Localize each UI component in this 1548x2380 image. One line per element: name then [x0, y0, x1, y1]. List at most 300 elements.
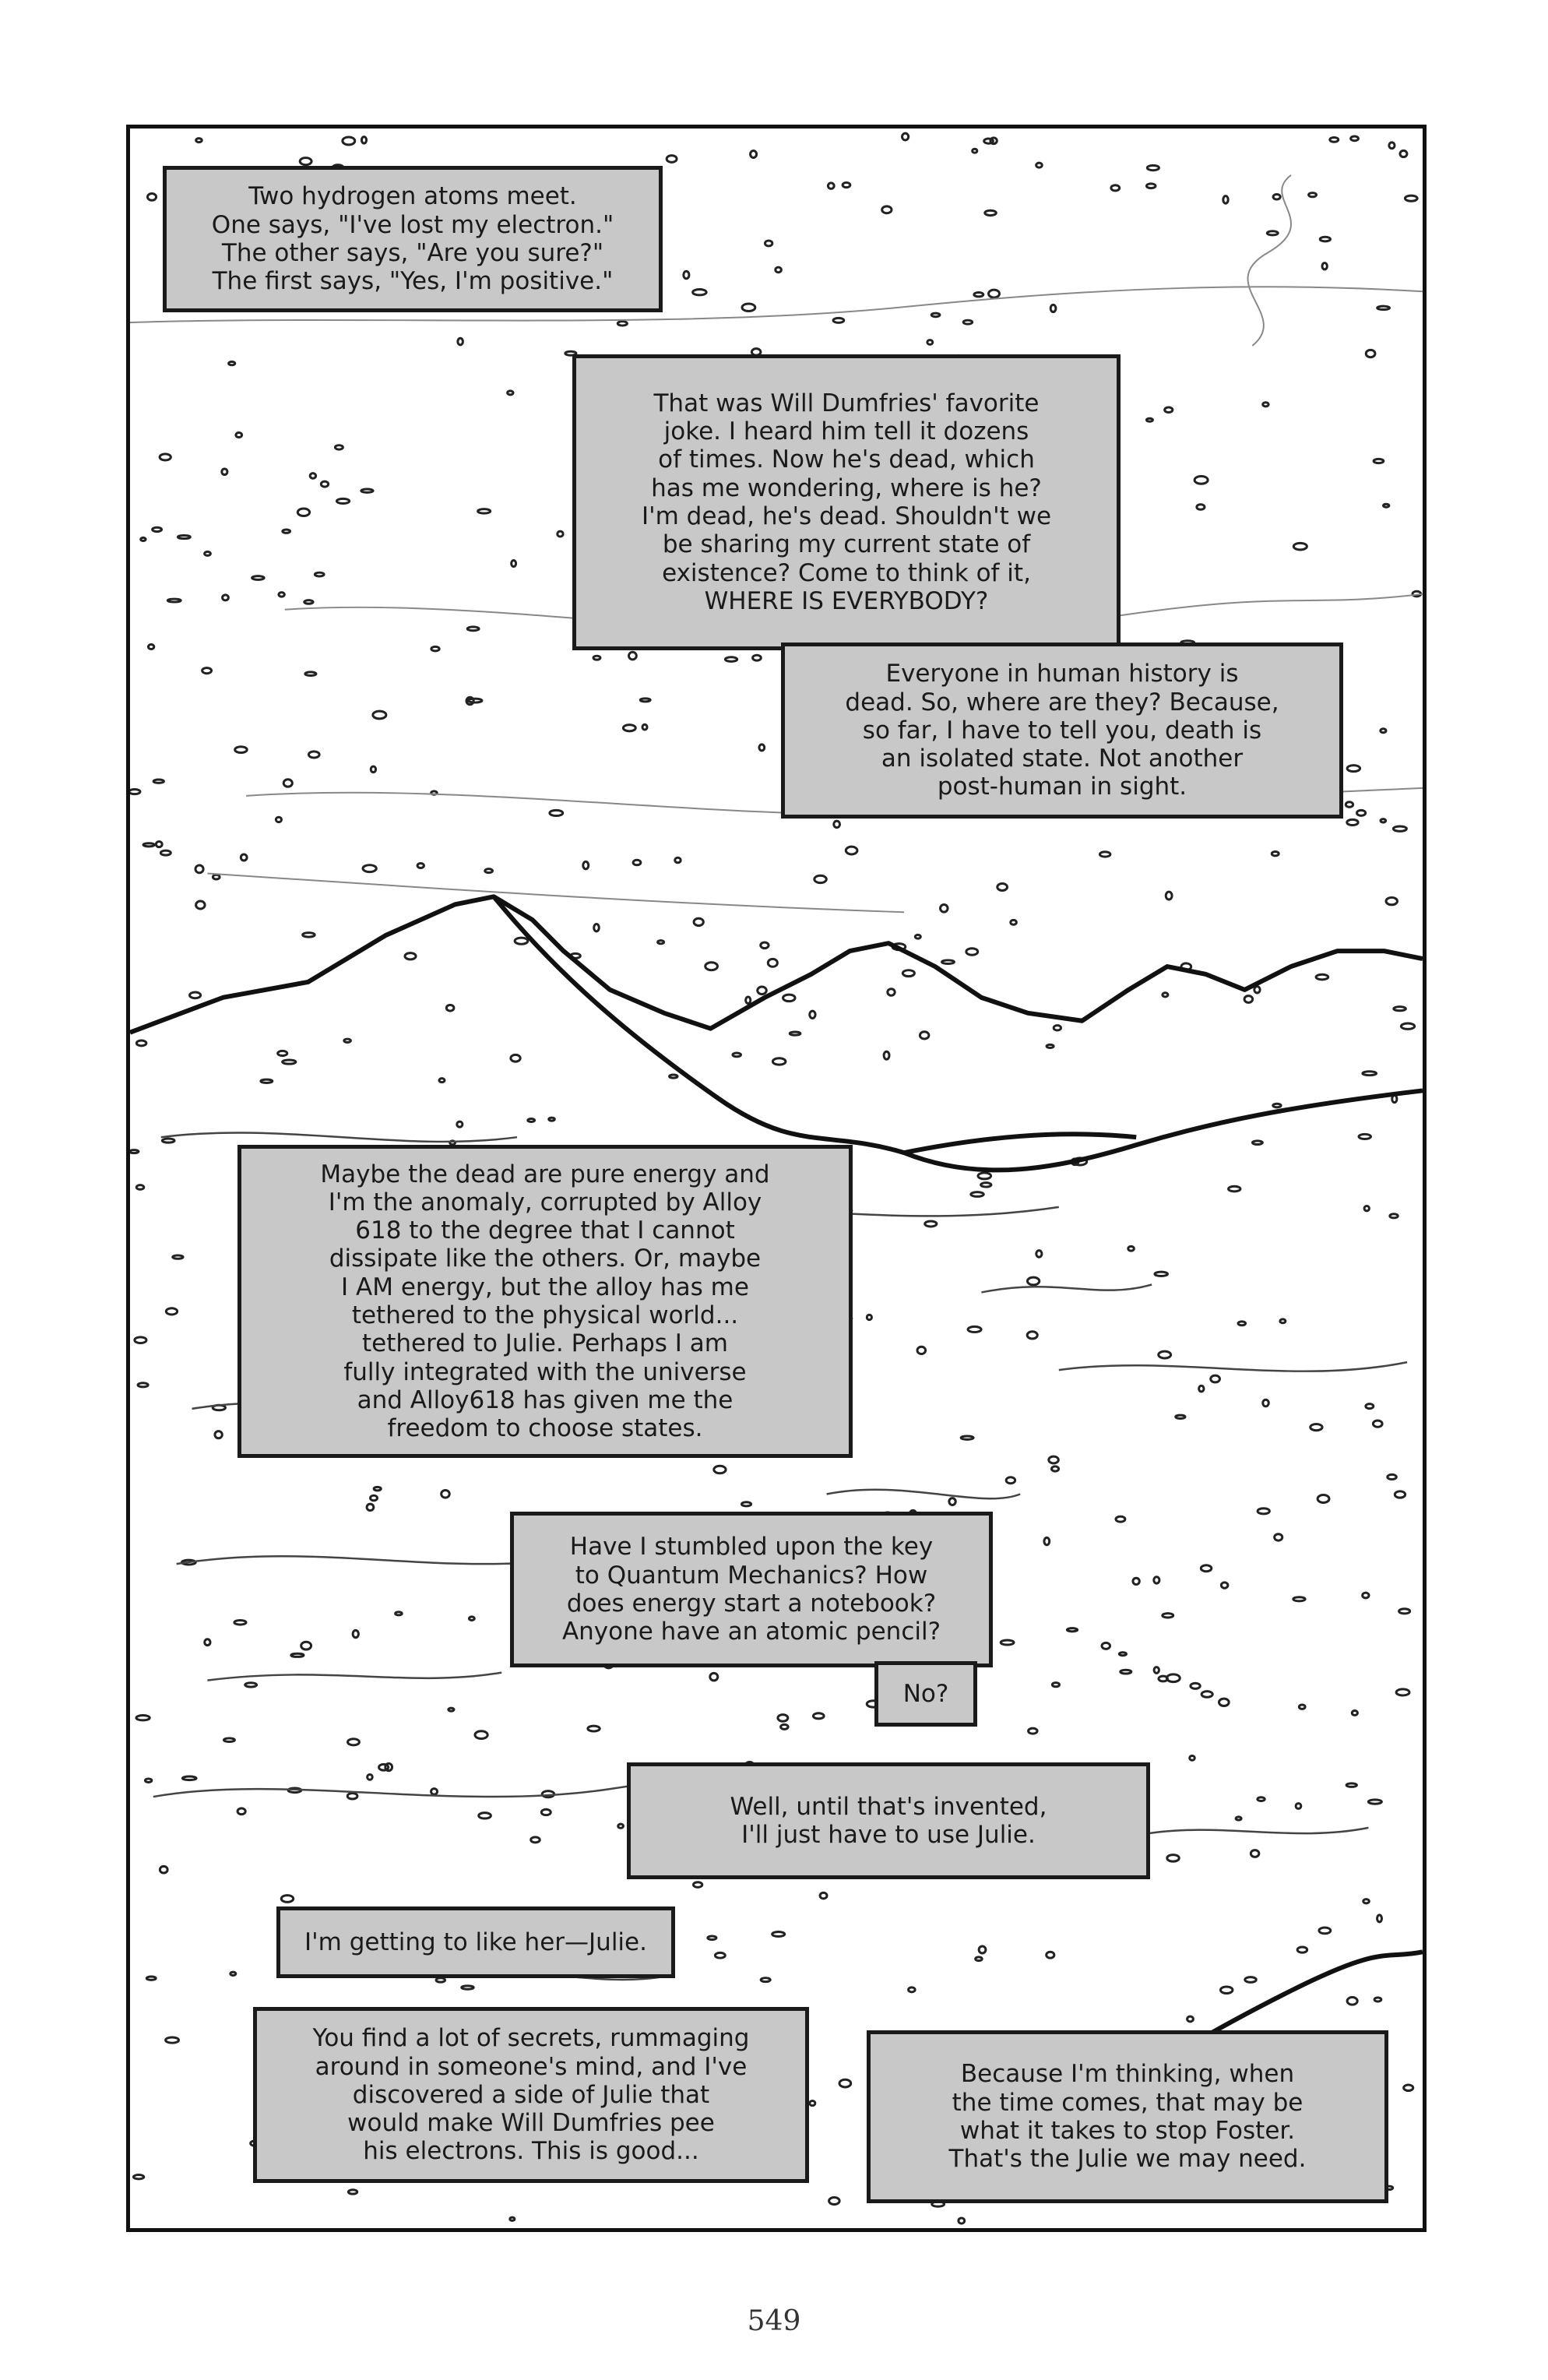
- speck: [1388, 1474, 1397, 1479]
- speck: [133, 2175, 143, 2179]
- speck: [1258, 1797, 1265, 1801]
- speck: [1191, 1683, 1200, 1688]
- speck: [942, 960, 955, 964]
- speck: [515, 938, 528, 944]
- speck: [927, 340, 933, 345]
- speck: [1067, 1628, 1077, 1632]
- speck: [1363, 1899, 1370, 1903]
- speck: [1401, 1023, 1414, 1029]
- speck: [558, 531, 563, 537]
- speck: [1347, 1997, 1357, 2005]
- speck: [1223, 196, 1228, 204]
- speck: [1320, 237, 1330, 241]
- speck: [308, 752, 319, 758]
- speck: [1047, 1952, 1054, 1958]
- speck: [1165, 407, 1173, 413]
- speck: [761, 1978, 770, 1982]
- speck: [920, 1032, 929, 1039]
- speck: [733, 1053, 741, 1057]
- caption-text: Have I stumbled upon the key to Quantum Mechanics? How does energy start a notebook? Anyone have an atomic pencil?: [561, 1533, 941, 1646]
- speck: [1054, 1026, 1061, 1030]
- speck: [959, 2218, 965, 2223]
- speck: [1352, 1710, 1357, 1715]
- speck: [252, 576, 265, 580]
- speck: [1187, 2016, 1194, 2022]
- speck: [222, 469, 227, 475]
- speck: [593, 656, 600, 660]
- speck: [978, 1173, 991, 1179]
- speck: [751, 150, 757, 157]
- speck: [146, 1977, 156, 1980]
- speck: [1366, 1404, 1374, 1409]
- speck: [1221, 1583, 1228, 1588]
- speck: [814, 875, 827, 882]
- caption-will-dumfries-joke: [572, 354, 1121, 650]
- speck: [1146, 418, 1152, 421]
- caption-secrets: [253, 2007, 809, 2183]
- speck: [925, 1221, 937, 1227]
- caption-pure-energy: [237, 1145, 853, 1458]
- speck: [909, 1987, 916, 1992]
- speck: [941, 905, 948, 913]
- speck: [1029, 1728, 1038, 1734]
- speck: [617, 322, 627, 326]
- speck: [1390, 1214, 1398, 1218]
- speck: [989, 290, 1000, 298]
- caption-text: Because I'm thinking, when the time comes, that may be what it takes to stop Foster. That's the Julie we may need.: [948, 2060, 1307, 2174]
- speck: [237, 1808, 245, 1815]
- speck: [283, 780, 292, 787]
- speck: [1394, 1007, 1406, 1011]
- speck: [449, 1708, 454, 1711]
- speck: [834, 821, 840, 828]
- speck: [1309, 193, 1317, 197]
- speck: [549, 1118, 555, 1121]
- speck: [160, 454, 171, 460]
- speck: [693, 290, 706, 295]
- speck: [230, 1972, 236, 1975]
- speck: [1036, 163, 1043, 167]
- speck: [141, 537, 146, 540]
- speck: [1346, 802, 1353, 808]
- caption-text: Everyone in human history is dead. So, where are they? Because, so far, I have to tell you, death is an isolated state. Not another post-human in sight.: [845, 660, 1279, 801]
- speck: [236, 433, 242, 438]
- speck: [300, 158, 311, 165]
- speck: [136, 1716, 150, 1720]
- speck: [931, 313, 940, 317]
- speck: [1296, 1804, 1301, 1809]
- speck: [130, 789, 140, 794]
- speck: [439, 1079, 445, 1083]
- speck: [1166, 892, 1172, 900]
- speck: [884, 1051, 889, 1059]
- speck: [1099, 852, 1110, 857]
- speck: [1405, 195, 1417, 201]
- speck: [1364, 1206, 1369, 1210]
- speck: [229, 361, 235, 364]
- speck: [283, 1060, 296, 1064]
- speck: [902, 133, 909, 140]
- speck: [1374, 1998, 1381, 2002]
- speck: [1293, 543, 1307, 550]
- page-number: 549: [747, 2305, 801, 2337]
- speck: [467, 627, 479, 631]
- speck: [1047, 1044, 1054, 1047]
- speck: [741, 1502, 751, 1506]
- caption-stop-foster: [867, 2030, 1388, 2203]
- speck: [1163, 1614, 1173, 1618]
- speck: [594, 924, 600, 931]
- speck: [768, 959, 777, 966]
- speck: [1373, 1421, 1382, 1427]
- speck: [235, 747, 248, 753]
- speck: [1027, 1277, 1039, 1285]
- speck: [173, 1255, 183, 1259]
- caption-quantum-mechanics: [510, 1512, 993, 1667]
- speck: [1384, 504, 1389, 507]
- speck: [160, 850, 171, 855]
- speck: [1381, 819, 1386, 822]
- speck: [1146, 184, 1156, 188]
- speck: [1254, 987, 1260, 993]
- speck: [371, 766, 375, 773]
- speck: [1011, 920, 1017, 924]
- speck: [1273, 194, 1280, 199]
- speck: [304, 600, 313, 604]
- speck: [1236, 1817, 1241, 1820]
- speck: [205, 551, 211, 555]
- speck: [708, 1936, 716, 1940]
- speck: [1395, 1491, 1405, 1498]
- speck: [145, 1779, 151, 1783]
- speck: [1052, 1683, 1059, 1687]
- speck: [981, 1183, 991, 1187]
- speck: [985, 210, 997, 215]
- speck: [1001, 1640, 1014, 1645]
- speck: [1347, 819, 1358, 825]
- caption-text: You find a lot of secrets, rummaging around in someone's mind, and I've discovered a side of Julie that would make Will Dumfries pee his electrons. This is good...: [312, 2024, 750, 2166]
- speck: [1050, 305, 1056, 312]
- speck: [588, 1726, 600, 1731]
- speck: [675, 857, 681, 863]
- speck: [291, 1653, 304, 1656]
- speck: [1167, 1855, 1180, 1862]
- speck: [1263, 1399, 1269, 1407]
- speck: [353, 1630, 358, 1637]
- speck: [1245, 1977, 1257, 1983]
- speck: [705, 963, 718, 970]
- caption-text: Two hydrogen atoms meet. One says, "I've lost my electron." The other says, "Are you sure?" The first says, "Yes, I'm positive.": [211, 182, 614, 296]
- speck: [478, 509, 491, 514]
- speck: [694, 918, 703, 925]
- comic-panel: [126, 125, 1427, 2232]
- speck: [446, 1005, 454, 1011]
- speck: [1399, 1609, 1410, 1614]
- speck: [1263, 403, 1268, 407]
- speck: [1194, 476, 1208, 484]
- caption-everyone-dead: [781, 643, 1343, 819]
- speck: [902, 970, 914, 977]
- speck: [758, 987, 767, 995]
- speck: [241, 854, 247, 861]
- speck: [196, 139, 202, 143]
- speck: [205, 1639, 210, 1646]
- speck: [195, 865, 203, 873]
- speck: [867, 1315, 871, 1319]
- speck: [297, 509, 309, 516]
- speck: [283, 530, 290, 533]
- speck: [396, 1612, 403, 1615]
- speck: [462, 1986, 474, 1989]
- speck: [979, 1946, 986, 1953]
- speck: [457, 1121, 463, 1127]
- speck: [1121, 1670, 1131, 1674]
- speck: [153, 780, 164, 783]
- speck: [949, 1498, 955, 1505]
- speck: [1330, 137, 1339, 142]
- speck: [1154, 1577, 1159, 1583]
- speck: [1116, 1516, 1125, 1522]
- speck: [1393, 826, 1406, 831]
- speck: [531, 1837, 540, 1843]
- speck: [479, 1813, 491, 1818]
- speck: [1374, 459, 1384, 463]
- speck: [361, 137, 366, 143]
- speck: [1051, 1466, 1058, 1471]
- speck: [1119, 1653, 1126, 1656]
- speck: [968, 1326, 981, 1332]
- speck: [361, 489, 373, 492]
- speck: [839, 2079, 851, 2087]
- speck: [510, 2217, 515, 2220]
- speck: [765, 241, 772, 246]
- speck: [973, 149, 977, 153]
- speck: [1363, 1593, 1369, 1598]
- speck: [1404, 2085, 1413, 2091]
- speck: [343, 137, 355, 145]
- speck: [1154, 1667, 1159, 1674]
- speck: [640, 699, 650, 702]
- speck: [1351, 136, 1359, 141]
- speck: [485, 869, 493, 873]
- speck: [1159, 1351, 1171, 1358]
- speck: [1318, 1495, 1329, 1502]
- speck: [310, 474, 315, 479]
- speck: [1368, 1800, 1381, 1804]
- speck: [1201, 1692, 1212, 1698]
- speck: [1128, 1246, 1135, 1251]
- speck: [963, 320, 973, 324]
- speck: [667, 156, 677, 163]
- speck: [1347, 766, 1360, 772]
- speck: [1311, 1424, 1322, 1431]
- speck: [1252, 1141, 1262, 1145]
- speck: [1163, 993, 1168, 997]
- speck: [781, 1724, 789, 1729]
- speck: [279, 593, 284, 597]
- speck: [1133, 1578, 1139, 1584]
- speck: [1381, 729, 1386, 733]
- speck: [961, 1436, 973, 1439]
- speck: [1258, 1509, 1269, 1514]
- speck: [213, 875, 220, 879]
- speck: [223, 1738, 234, 1742]
- speck: [156, 842, 162, 847]
- caption-hydrogen-joke: [163, 166, 663, 312]
- caption-no: [874, 1661, 977, 1727]
- speck: [917, 1347, 926, 1354]
- speck: [746, 997, 751, 1004]
- speck: [1280, 1319, 1286, 1323]
- speck: [1238, 1322, 1246, 1326]
- speck: [315, 572, 324, 576]
- speck: [475, 1731, 487, 1739]
- speck: [790, 1032, 800, 1035]
- speck: [379, 1764, 389, 1770]
- speck: [888, 989, 895, 996]
- speck: [1027, 1332, 1037, 1339]
- speck: [166, 1308, 177, 1315]
- speck: [162, 1139, 174, 1142]
- speck: [997, 884, 1008, 891]
- speck: [374, 1487, 381, 1491]
- speck: [167, 599, 181, 602]
- speck: [182, 1776, 196, 1780]
- speck: [1229, 1186, 1241, 1192]
- speck: [276, 817, 281, 822]
- speck: [1386, 897, 1398, 904]
- speck: [658, 941, 664, 944]
- speck: [1299, 1705, 1305, 1709]
- speck: [528, 1118, 535, 1121]
- speck: [245, 1683, 257, 1687]
- caption-until-invented: [627, 1762, 1150, 1879]
- caption-text: I'm getting to like her—Julie.: [304, 1928, 647, 1956]
- speck: [1166, 1674, 1180, 1682]
- speck: [976, 1957, 983, 1961]
- speck: [1049, 1456, 1059, 1463]
- speck: [215, 1431, 222, 1438]
- speck: [1190, 1755, 1195, 1760]
- speck: [915, 935, 920, 938]
- speck: [1366, 350, 1375, 357]
- speck: [348, 2190, 357, 2194]
- speck: [810, 2101, 815, 2106]
- speck: [1155, 1272, 1168, 1276]
- speck: [160, 1866, 167, 1873]
- speck: [1363, 1072, 1377, 1076]
- speck: [783, 995, 796, 1002]
- speck: [301, 1642, 311, 1649]
- speck: [368, 1774, 373, 1780]
- speck: [305, 672, 316, 676]
- speck: [742, 304, 755, 312]
- speck: [1377, 1915, 1382, 1922]
- caption-text: That was Will Dumfries' favorite joke. I heard him tell it dozens of times. Now he's dead, which has me wondering, where is he? I'm dead, he's dead. Shouldn't we be sharing my current state of existence? Come to think of it, WHERE IS EVERYBODY?: [641, 389, 1052, 615]
- speck: [373, 711, 386, 719]
- speck: [1316, 974, 1328, 980]
- speck: [684, 271, 689, 279]
- speck: [820, 1892, 827, 1899]
- speck: [725, 657, 737, 662]
- speck: [347, 1793, 357, 1799]
- speck: [417, 864, 424, 868]
- speck: [1389, 143, 1395, 149]
- speck: [753, 655, 762, 660]
- speck: [405, 953, 416, 959]
- speck: [281, 1896, 294, 1903]
- speck: [147, 193, 156, 200]
- speck: [1272, 852, 1279, 856]
- speck: [1102, 1642, 1110, 1649]
- speck: [828, 183, 834, 189]
- speck: [363, 865, 376, 872]
- speck: [966, 949, 978, 956]
- speck: [984, 139, 994, 143]
- speck: [778, 1715, 788, 1722]
- speck: [843, 182, 850, 187]
- speck: [1251, 1850, 1259, 1857]
- speck: [234, 1620, 246, 1625]
- speck: [1199, 1385, 1204, 1392]
- speck: [829, 2198, 840, 2205]
- speck: [1396, 1689, 1409, 1695]
- speck: [1244, 996, 1253, 1003]
- speck: [138, 1383, 148, 1387]
- speck: [670, 1075, 678, 1078]
- speck: [710, 1673, 718, 1681]
- speck: [759, 745, 765, 751]
- speck: [135, 1337, 146, 1343]
- speck: [1111, 185, 1120, 191]
- speck: [633, 860, 641, 865]
- speck: [618, 1824, 624, 1828]
- speck: [431, 646, 439, 651]
- speck: [1147, 165, 1159, 170]
- speck: [974, 293, 983, 297]
- speck: [148, 645, 153, 650]
- speck: [202, 668, 212, 674]
- speck: [508, 391, 513, 395]
- speck: [1293, 1597, 1305, 1601]
- speck: [714, 1466, 726, 1473]
- caption-getting-to-like-her: [276, 1906, 675, 1978]
- speck: [1400, 150, 1407, 157]
- speck: [810, 1011, 815, 1018]
- speck: [344, 1039, 351, 1042]
- speck: [813, 1713, 824, 1719]
- speck: [971, 1192, 984, 1197]
- speck: [1176, 1415, 1185, 1418]
- caption-text: Maybe the dead are pure energy and I'm the anomaly, corrupted by Alloy 618 to the degree that I cannot dissipate like the others. Or, maybe I AM energy, but the alloy has me tethered to the physical world... tethered to Julie. Perhaps I am fully integrated with the universe and Alloy618 has given me the freedom to choose states.: [320, 1160, 770, 1443]
- speck: [833, 318, 844, 322]
- speck: [458, 338, 463, 345]
- speck: [1319, 1928, 1331, 1934]
- speck: [130, 1150, 139, 1153]
- speck: [1211, 1375, 1220, 1382]
- speck: [1359, 1134, 1371, 1139]
- speck: [367, 1504, 374, 1510]
- speck: [223, 595, 229, 600]
- speck: [431, 1789, 438, 1795]
- speck: [335, 445, 343, 449]
- speck: [196, 901, 206, 909]
- speck: [1036, 1251, 1042, 1258]
- speck: [178, 535, 190, 538]
- speck: [1006, 1477, 1015, 1484]
- speck: [772, 1932, 785, 1937]
- speck: [436, 1978, 445, 1982]
